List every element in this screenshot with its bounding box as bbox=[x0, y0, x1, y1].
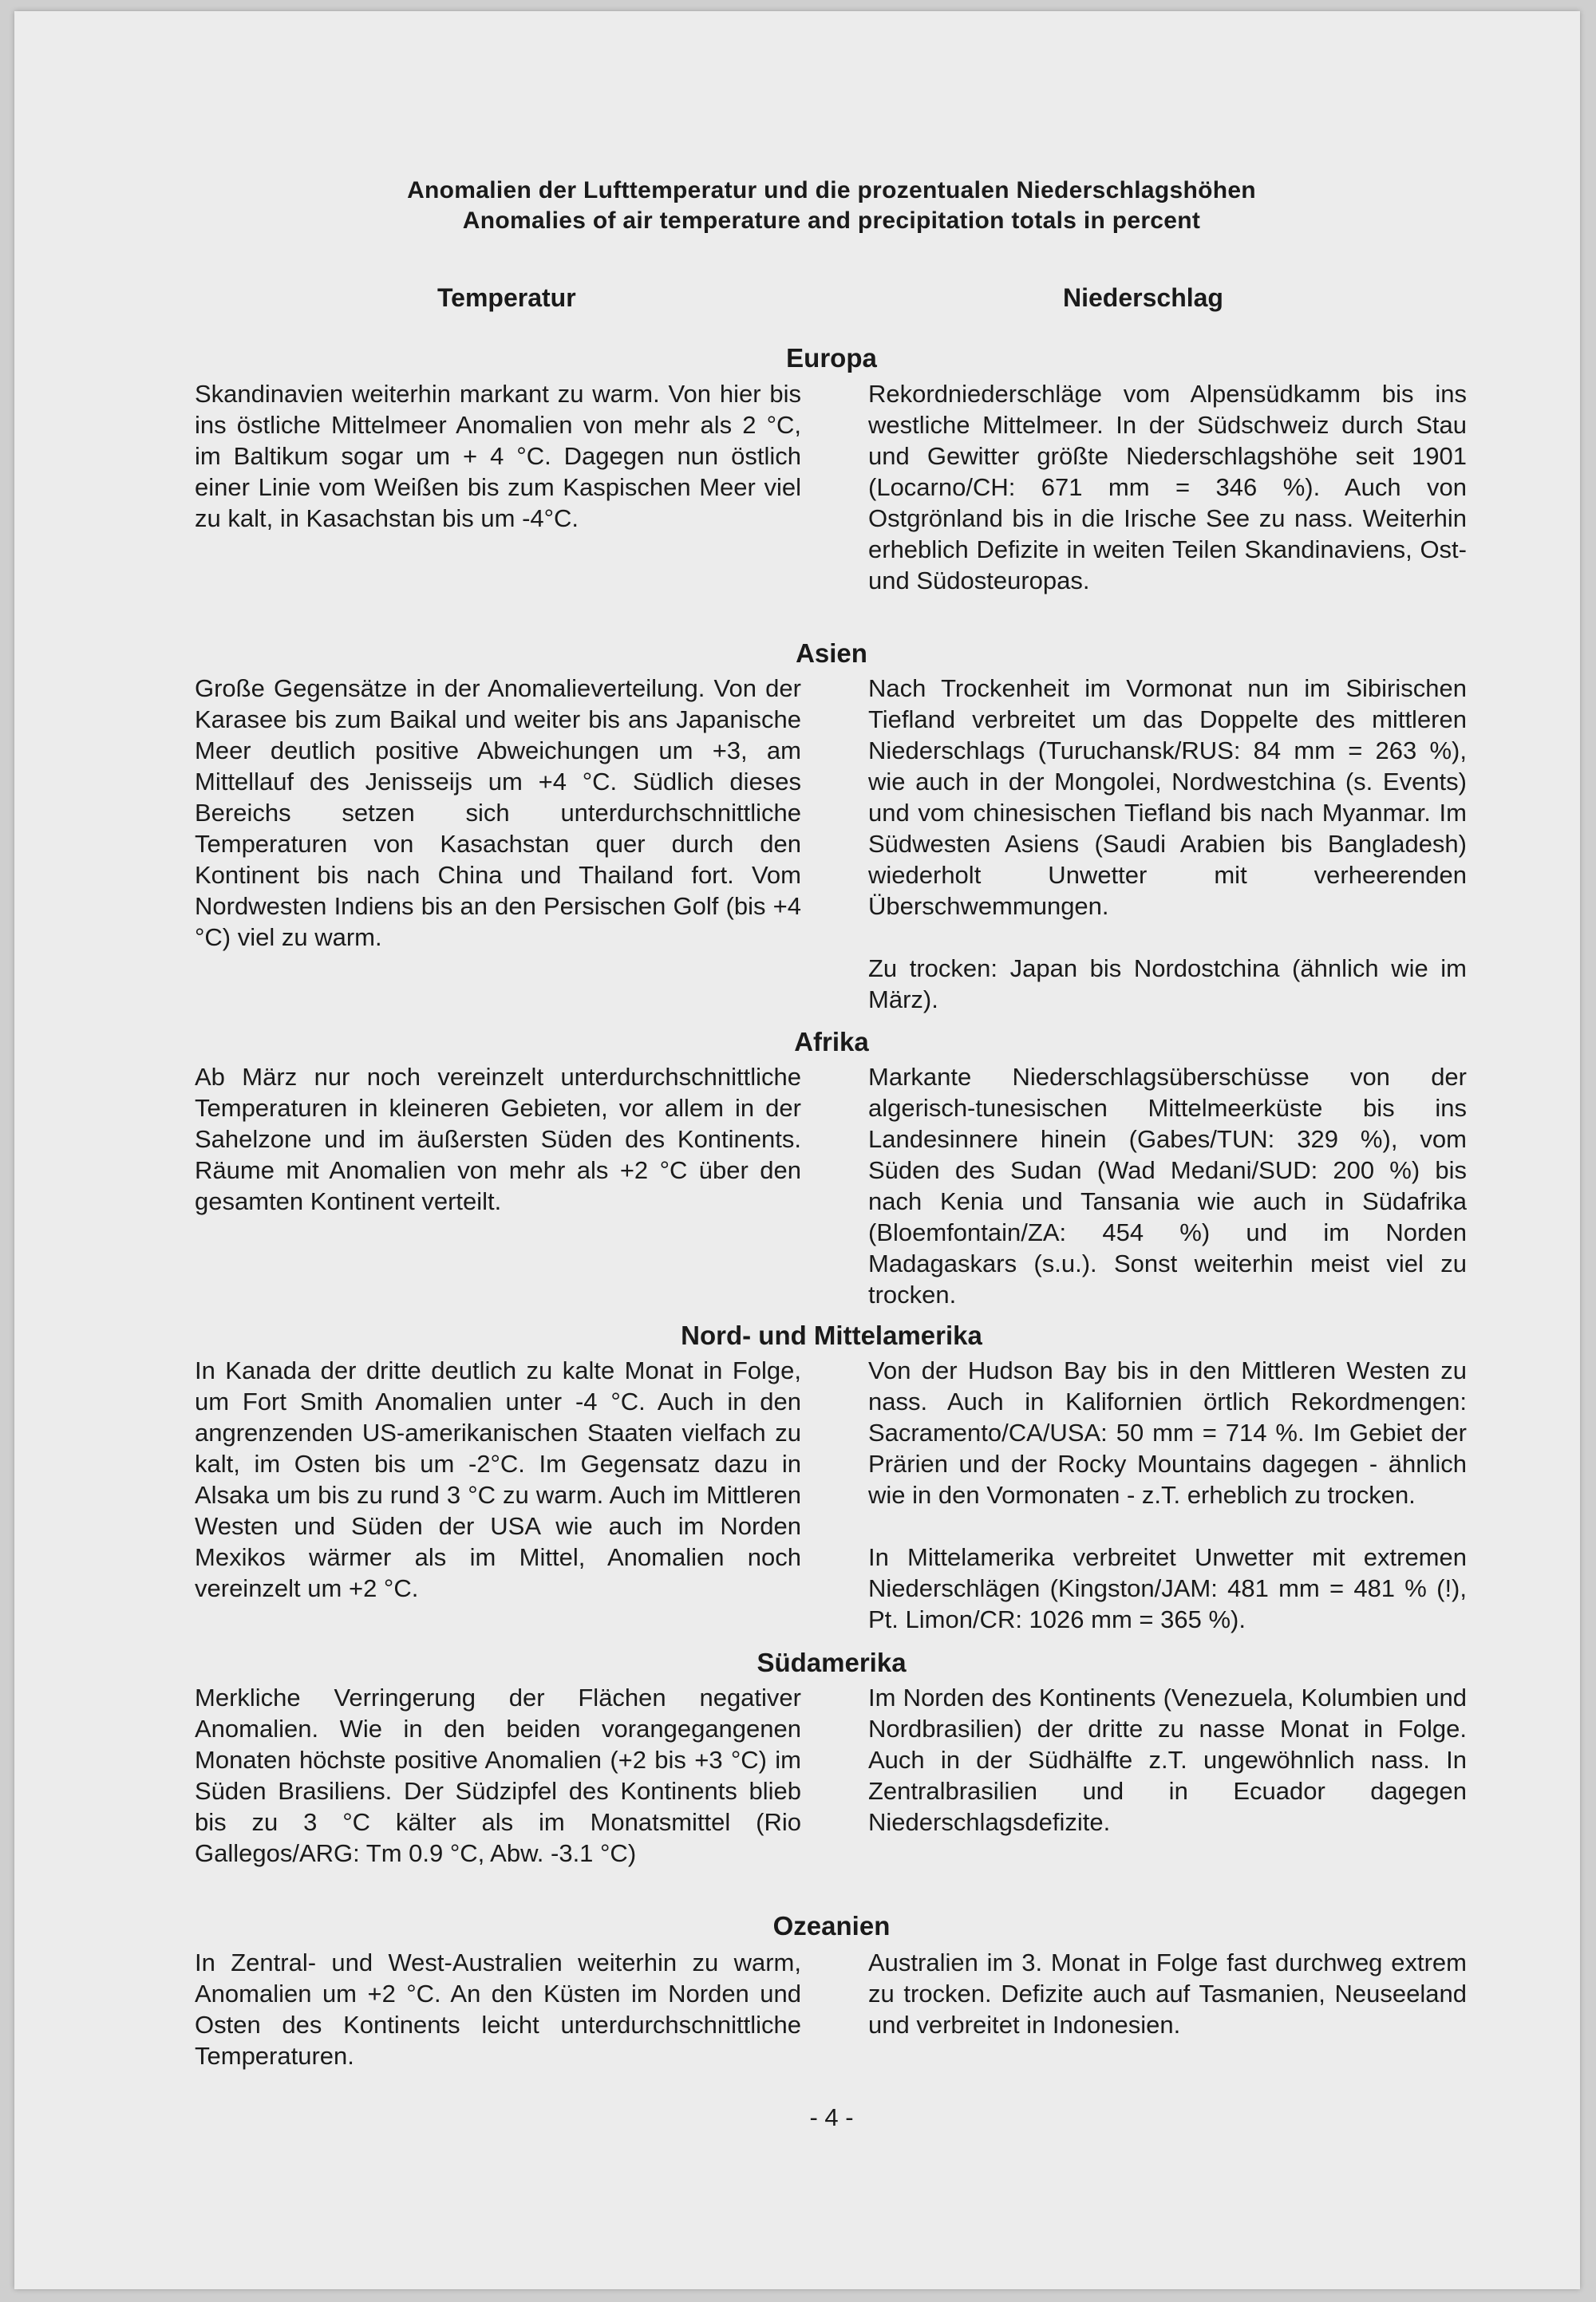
title-english: Anomalies of air temperature and precipitation totals in percent bbox=[462, 207, 1201, 234]
asien-temperature-text: Große Gegensätze in der Anomalieverteilung. Von der Karasee bis zum Baikal und weiter bis ans Japanische Meer deutlich positive Abweichungen um +3, am Mittellauf des Jenisseijs um +4 °C. Südlich dieses Bereichs setzen sich unterdurchschnittliche Temperaturen von Kasachstan quer durch den Kontinent bis nach China und Thailand fort. Vom Nordwesten Indiens bis an den Persischen Golf (bis +4 °C) viel zu warm. bbox=[195, 674, 801, 951]
column-header-temperature: Temperatur bbox=[437, 283, 576, 312]
column-header-precipitation: Niederschlag bbox=[1063, 283, 1223, 312]
nordamerika-precipitation-text: Von der Hudson Bay bis in den Mittleren Westen zu nass. Auch in Kalifornien örtlich Rekordmengen: Sacramento/CA/USA: 50 mm = 714 %. Im Gebiet der Prärien und der Rocky Mountains dagegen - ähnlich wie in den Vormonaten - z.T. erheblich zu trocken. bbox=[868, 1356, 1467, 1509]
title-german: Anomalien der Lufttemperatur und die prozentualen Niederschlagshöhen bbox=[407, 177, 1256, 203]
region-heading-suedamerika: Südamerika bbox=[757, 1648, 907, 1677]
suedamerika-temperature-text: Merkliche Verringerung der Flächen negativer Anomalien. Wie in den beiden vorangegangenen Monaten höchste positive Anomalien (+2 bis +3 °C) im Süden Brasiliens. Der Südzipfel des Kontinents blieb bis zu 3 °C kälter als im Monatsmittel (Rio Gallegos/ARG: Tm 0.9 °C, Abw. -3.1 °C) bbox=[195, 1684, 801, 1867]
page-number: - 4 - bbox=[809, 2103, 854, 2131]
ozeanien-precipitation-text: Australien im 3. Monat in Folge fast durchweg extrem zu trocken. Defizite auch auf Tasmanien, Neuseeland und verbreitet in Indonesien. bbox=[868, 1949, 1467, 2039]
region-heading-europa: Europa bbox=[786, 343, 877, 373]
nordamerika-precipitation-extra: In Mittelamerika verbreitet Unwetter mit extremen Niederschlägen (Kingston/JAM: 481 mm = 481 % (!), Pt. Limon/CR: 1026 mm = 365 %). bbox=[868, 1543, 1467, 1633]
nordamerika-temperature-text: In Kanada der dritte deutlich zu kalte Monat in Folge, um Fort Smith Anomalien unter -4 °C. Auch in den angrenzenden US-amerikanischen Staaten vielfach zu kalt, im Osten bis um -2°C. Im Gegensatz dazu in Alsaka um bis zu rund 3 °C zu warm. Auch im Mittleren Westen und Süden der USA wie auch im Norden Mexikos wärmer als im Mittel, Anomalien noch vereinzelt um +2 °C. bbox=[195, 1356, 801, 1602]
region-heading-nordamerika: Nord- und Mittelamerika bbox=[681, 1321, 982, 1350]
suedamerika-precipitation-text: Im Norden des Kontinents (Venezuela, Kolumbien und Nordbrasilien) der dritte zu nasse Monat in Folge. Auch in der Südhälfte z.T. ungewöhnlich nass. In Zentralbrasilien und in Ecuador dagegen Niederschlagsdefizite. bbox=[868, 1684, 1467, 1836]
europa-precipitation-text: Rekordniederschläge vom Alpensüdkamm bis ins westliche Mittelmeer. In der Südschweiz durch Stau und Gewitter größte Niederschlagshöhe seit 1901 (Locarno/CH: 671 mm = 346 %). Auch von Ostgrönland bis in die Irische See zu nass. Weiterhin erheblich Defizite in weiten Teilen Skandinaviens, Ost- und Südosteuropas. bbox=[868, 380, 1467, 594]
asien-precipitation-extra: Zu trocken: Japan bis Nordostchina (ähnlich wie im März). bbox=[868, 954, 1467, 1013]
europa-temperature-text: Skandinavien weiterhin markant zu warm. Von hier bis ins östliche Mittelmeer Anomalien von mehr als 2 °C, im Baltikum sogar um + 4 °C. Dagegen nun östlich einer Linie vom Weißen bis zum Kaspischen Meer viel zu kalt, in Kasachstan bis um -4°C. bbox=[195, 380, 801, 532]
afrika-precipitation-text: Markante Niederschlagsüberschüsse von der algerisch-tunesischen Mittelmeerküste bis ins Landesinnere hinein (Gabes/TUN: 329 %), vom Süden des Sudan (Wad Medani/SUD: 200 %) bis nach Kenia und Tansania wie auch in Südafrika (Bloemfontain/ZA: 454 %) und im Norden Madagaskars (s.u.). Sonst weiterhin meist viel zu trocken. bbox=[868, 1063, 1467, 1309]
asien-precipitation-text: Nach Trockenheit im Vormonat nun im Sibirischen Tiefland verbreitet um das Doppelte des mittleren Niederschlags (Turuchansk/RUS: 84 mm = 263 %), wie auch in der Mongolei, Nordwestchina (s. Events) und vom chinesischen Tiefland bis nach Myanmar. Im Südwesten Asiens (Saudi Arabien bis Bangladesh) wiederholt Unwetter mit verheerenden Überschwemmungen. bbox=[868, 674, 1467, 920]
afrika-temperature-text: Ab März nur noch vereinzelt unterdurchschnittliche Temperaturen in kleineren Gebieten, vor allem in der Sahelzone und im äußersten Süden des Kontinents. Räume mit Anomalien von mehr als +2 °C über den gesamten Kontinent verteilt. bbox=[195, 1063, 801, 1215]
region-heading-asien: Asien bbox=[796, 638, 867, 668]
ozeanien-temperature-text: In Zentral- und West-Australien weiterhin zu warm, Anomalien um +2 °C. An den Küsten im Norden und Osten des Kontinents leicht unterdurchschnittliche Temperaturen. bbox=[195, 1949, 801, 2070]
region-heading-ozeanien: Ozeanien bbox=[772, 1911, 891, 1941]
region-heading-afrika: Afrika bbox=[794, 1027, 869, 1056]
